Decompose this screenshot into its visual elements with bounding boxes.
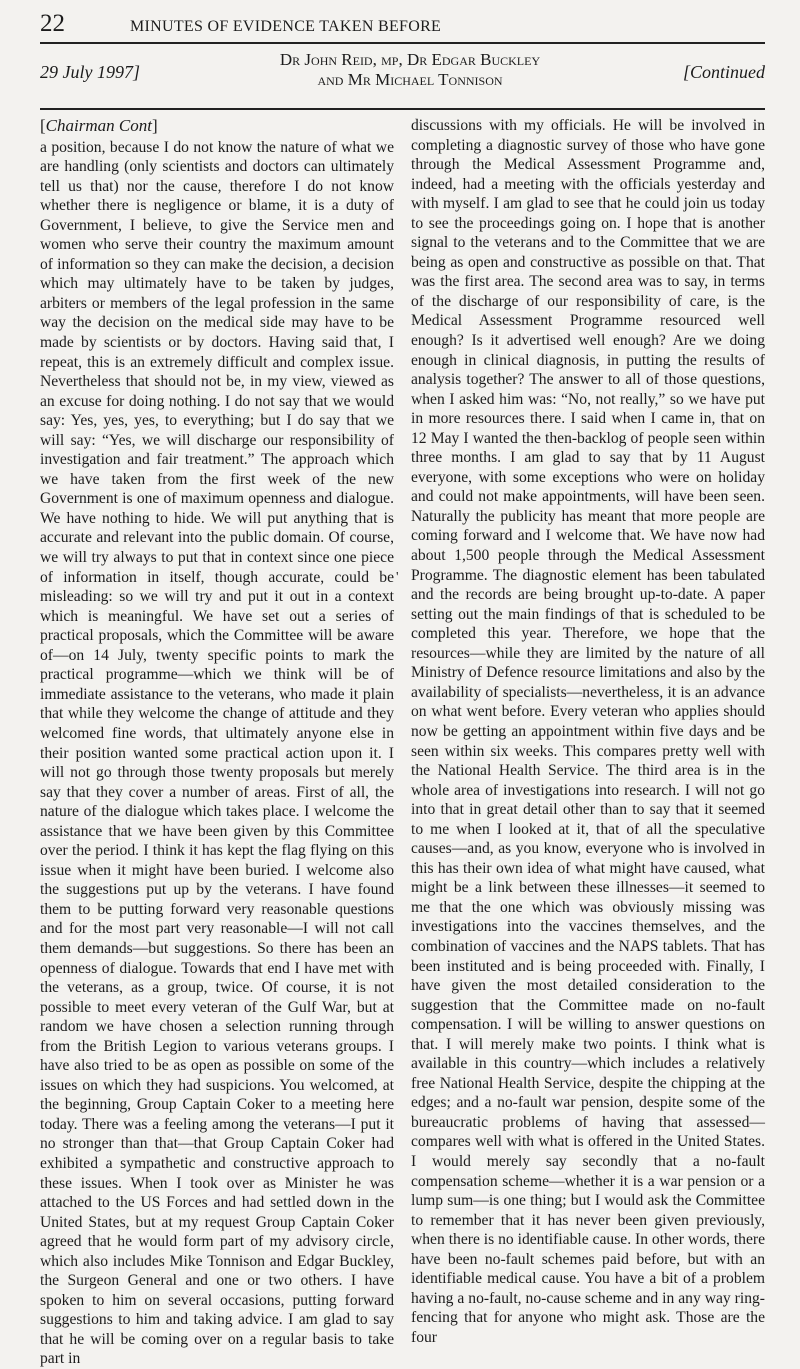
speaker-suffix: Cont xyxy=(118,116,152,135)
witness-rule xyxy=(40,108,765,110)
speaker-label: [Chairman Cont] xyxy=(40,116,158,135)
header-rule xyxy=(40,42,765,44)
left-column-text: a position, because I do not know the nature of what we are handling (only scientists and doctors can ultimately tell us that) nor the cause, therefore I do not know whether there is negligence or blame, it is a duty of Government, I believe, to give the Service men and women who serve their country the maximum amount of information so they can make the decision, a decision which may ultimately have to be taken by judges, arbiters or members of the legal profession in the same way the decision on the medical side may have to be made by scientists or by doctors. Having said that, I repeat, this is an extremely difficult and complex issue. Nevertheless that should not be, in my view, viewed as an excuse for doing nothing. I do not say that we would say: Yes, yes, yes, to everything; but I do say that we will say: “Yes, we will discharge our responsibility of investigation and fair treatment.” The approach which we have taken from the first week of the new Government is one of maximum openness and dialogue. We have nothing to hide. We will put anything that is accurate and relevant into the public domain. Of course, we will try always to put that in context since one piece of information in itself, though accurate, could be misleading: so we will try and put it out in a context which is meaningful. We have set out a series of practical proposals, which the Committee will be aware of—on 14 July, twenty specific points to mark the practical programme—which we think will be of immediate assistance to the veterans, who made it plain that while they welcome the change of attitude and they welcomed fine words, that ultimately anyone else in their position wanted some practical action upon it. I will not go through those twenty proposals but merely say that they cover a number of areas. First of all, the nature of the dialogue which takes place. I welcome the assistance that we have been given by this Committee over the period. I think it has kept the flag flying on this issue when it might have been buried. I welcome also the suggestions put up by the veterans. I have found them to be putting forward very reasonable questions and for the most part very reasonable—I will not call them demands—but suggestions. So there has been an openness of dialogue. Towards that end I have met with the veterans, as a group, twice. Of course, it is not possible to meet every veteran of the Gulf War, but at random we have chosen a selection running through from the British Legion to various veterans groups. I have also tried to be as open as possible on some of the issues on which they had suspicions. You welcomed, at the beginning, Group Captain Coker to a meeting here today. There was a feeling among the veterans—I put it no stronger than that—that Group Captain Coker had exhibited a sympathetic and constructive approach to these issues. When I took over as Minister he was attached to the US Forces and had settled down in the United States, but at my request Group Captain Coker agreed that he would form part of my advisory circle, which also includes Mike Tonnison and Edgar Buckley, the Surgeon General and one or two others. I have spoken to him on several occasions, putting forward suggestions to him and taking advice. I am glad to say that he will be coming over on a regular basis to take part in xyxy=(40,138,394,1368)
witness-line-2: and Mr Michael Tonnison xyxy=(317,70,503,89)
witness-line-1: Dr John Reid, mp, Dr Edgar Buckley xyxy=(279,50,541,69)
right-column-text: discussions with my officials. He will be involved in completing a diagnostic survey of those who have gone through the Medical Assessment Programme and, indeed, had a meeting with the officials yesterday and with myself. I am glad to see that he could join us today to see the proceedings going on. I hope that is another signal to the veterans and to the Committee that we are being as open and constructive as possible on that. That was the first area. The second area was to say, in terms of the discharge of our responsibility of care, is the Medical Assessment Programme resourced well enough? Is it advertised well enough? Are we doing enough in clinical diagnosis, in putting the results of analysis together? The answer to all of those questions, when I asked him was: “No, not really,” so we have put in more resources there. I said when I came in, that on 12 May I wanted the then-backlog of people seen within three months. I am glad to say that by 11 August everyone, with some exceptions who were on holiday and could not make appointments, will have been seen. Naturally the publicity has meant that more people are coming forward and I welcome that. We have now had about 1,500 people through the Medical Assessment Programme. The diagnostic element has been tabulated and the records are being brought up-to-date. A paper setting out the main findings of that is scheduled to be completed this year. Therefore, we hope that the resources—while they are limited by the nature of all Ministry of Defence resource limitations and also by the availability of specialists—nevertheless, it is an advance on what went before. Every veteran who applies should now be getting an appointment within five days and be seen within six weeks. This compares pretty well with the National Health Service. The third area is in the whole area of investigations into research. I will not go into that in great detail other than to say that it seemed to me when I looked at it, that of all the speculative causes—and, as you know, everyone who is involved in this has their own idea of what might have caused, what might be a link between these illnesses—it seemed to me that the one which was obviously missing was investigations into the vaccines themselves, and the combination of vaccines and the NAPS tablets. That has been instituted and is being proceeded with. Finally, I have given the most detailed consideration to the suggestion that the Committee made on no-fault compensation. I will be willing to answer questions on that. I will merely make two points. I think what is available in this country—which includes a relatively free National Health Service, despite the chipping at the edges; and a no-fault war pension, despite some of the bureaucratic problems of having that assessed—compares well with what is offered in the United States. I would merely say secondly that a no-fault compensation scheme—whether it is a war pension or a lump sum—is one thing; but I would ask the Committee to remember that it has never been given previously, when there is no identifiable cause. In other words, there have been no-fault schemes paid before, but with an identifiable medical cause. You have a bit of a problem having a no-fault, no-cause scheme and in any way ring-fencing that for anyone who might ask. Those are the four xyxy=(411,117,765,1346)
right-column xyxy=(411,116,765,1347)
margin-mark: ' xyxy=(396,570,399,585)
witness-names xyxy=(240,50,580,90)
page-header xyxy=(40,10,760,36)
session-date: 29 July 1997] xyxy=(40,62,140,82)
witness-bar xyxy=(40,50,765,106)
running-title: MINUTES OF EVIDENCE TAKEN BEFORE xyxy=(130,18,442,35)
continued-label: [Continued xyxy=(682,62,765,82)
left-column xyxy=(40,116,394,1369)
page-number: 22 xyxy=(40,10,65,37)
speaker-name: Chairman xyxy=(45,116,115,135)
